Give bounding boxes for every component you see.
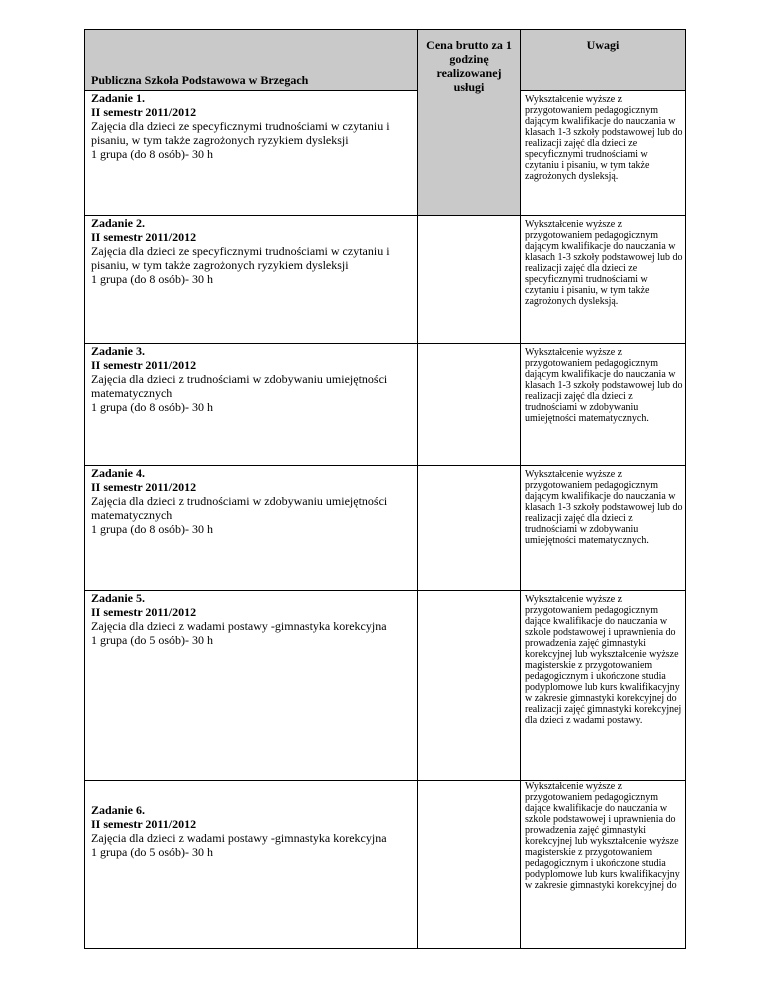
price-column-header: Cena brutto za 1 godzinę realizowanej usługi: [418, 30, 521, 216]
task-number: Zadanie 1.: [91, 91, 146, 105]
task-number: Zadanie 2.: [91, 216, 146, 230]
task-price: [418, 344, 521, 466]
task-notes: Wykształcenie wyższe z przygotowaniem pedagogicznym dające kwalifikacje do nauczania w szkole podstawowej i uprawnienia do prowadzenia zajęć gimnastyki korekcyjnej lub wykształcenie wyższe magisterskie z przygotowaniem pedagogicznym i ukończone studia podyplomowe lub kurs kwalifikacyjny w zakresie gimnastyki korekcyjnej do: [521, 781, 686, 949]
task-group: 1 grupa (do 5 osób)- 30 h: [91, 633, 213, 647]
school-name-header: Publiczna Szkoła Podstawowa w Brzegach: [85, 30, 418, 91]
task-notes: Wykształcenie wyższe z przygotowaniem pedagogicznym dającym kwalifikacje do nauczania w klasach 1-3 szkoły podstawowej lub do realizacji zajęć dla dzieci ze specyficznymi trudnościami w czytaniu i pisaniu, w tym także zagrożonych dysleksją.: [521, 216, 686, 344]
task-description: [85, 216, 418, 344]
task-price: [418, 591, 521, 781]
task-text: Zajęcia dla dzieci ze specyficznymi trudnościami w czytaniu i pisaniu, w tym także zagrożonych ryzykiem dysleksji: [91, 119, 390, 147]
table-row: [85, 216, 686, 344]
task-semester: II semestr 2011/2012: [91, 358, 197, 372]
task-text: Zajęcia dla dzieci z trudnościami w zdobywaniu umiejętności matematycznych: [91, 494, 388, 522]
task-description: [85, 344, 418, 466]
task-notes: Wykształcenie wyższe z przygotowaniem pedagogicznym dającym kwalifikacje do nauczania w klasach 1-3 szkoły podstawowej lub do realizacji zajęć dla dzieci ze specyficznymi trudnościami w czytaniu i pisaniu, w tym także zagrożonych dysleksją.: [521, 91, 686, 216]
task-semester: II semestr 2011/2012: [91, 105, 197, 119]
task-notes: Wykształcenie wyższe z przygotowaniem pedagogicznym dające kwalifikacje do nauczania w szkole podstawowej i uprawnienia do prowadzenia zajęć gimnastyki korekcyjnej lub wykształcenie wyższe magisterskie z przygotowaniem pedagogicznym i ukończone studia podyplomowe lub kurs kwalifikacyjny w zakresie gimnastyki korekcyjnej do realizacji zajęć gimnastyki korekcyjnej dla dzieci z wadami postawy.: [521, 591, 686, 781]
task-semester: II semestr 2011/2012: [91, 230, 197, 244]
table-row: [85, 781, 686, 949]
task-number: Zadanie 3.: [91, 344, 146, 358]
notes-column-header: Uwagi: [521, 30, 686, 91]
task-description: [85, 466, 418, 591]
task-number: Zadanie 5.: [91, 591, 146, 605]
task-description: [85, 781, 418, 949]
table-row: [85, 466, 686, 591]
task-group: 1 grupa (do 8 osób)- 30 h: [91, 400, 213, 414]
task-semester: II semestr 2011/2012: [91, 605, 197, 619]
task-description: [85, 591, 418, 781]
task-semester: II semestr 2011/2012: [91, 480, 197, 494]
task-notes: Wykształcenie wyższe z przygotowaniem pedagogicznym dającym kwalifikacje do nauczania w klasach 1-3 szkoły podstawowej lub do realizacji zajęć dla dzieci z trudnościami w zdobywaniu umiejętności matematycznych.: [521, 466, 686, 591]
task-text: Zajęcia dla dzieci z wadami postawy -gimnastyka korekcyjna: [91, 831, 387, 845]
task-semester: II semestr 2011/2012: [91, 817, 197, 831]
task-number: Zadanie 4.: [91, 466, 146, 480]
task-price: [418, 466, 521, 591]
task-description: [85, 91, 418, 216]
task-notes: Wykształcenie wyższe z przygotowaniem pedagogicznym dającym kwalifikacje do nauczania w klasach 1-3 szkoły podstawowej lub do realizacji zajęć dla dzieci z trudnościami w zdobywaniu umiejętności matematycznych.: [521, 344, 686, 466]
task-group: 1 grupa (do 8 osób)- 30 h: [91, 147, 213, 161]
header-row: [85, 30, 686, 91]
task-text: Zajęcia dla dzieci z trudnościami w zdobywaniu umiejętności matematycznych: [91, 372, 388, 400]
task-text: Zajęcia dla dzieci ze specyficznymi trudnościami w czytaniu i pisaniu, w tym także zagrożonych ryzykiem dysleksji: [91, 244, 390, 272]
task-group: 1 grupa (do 8 osób)- 30 h: [91, 522, 213, 536]
table-row: [85, 91, 686, 216]
table-row: [85, 591, 686, 781]
table-row: [85, 344, 686, 466]
task-group: 1 grupa (do 8 osób)- 30 h: [91, 272, 213, 286]
task-price: [418, 216, 521, 344]
task-group: 1 grupa (do 5 osób)- 30 h: [91, 845, 213, 859]
task-price: [418, 781, 521, 949]
offer-table: [84, 29, 686, 949]
task-text: Zajęcia dla dzieci z wadami postawy -gimnastyka korekcyjna: [91, 619, 387, 633]
task-number: Zadanie 6.: [91, 803, 146, 817]
